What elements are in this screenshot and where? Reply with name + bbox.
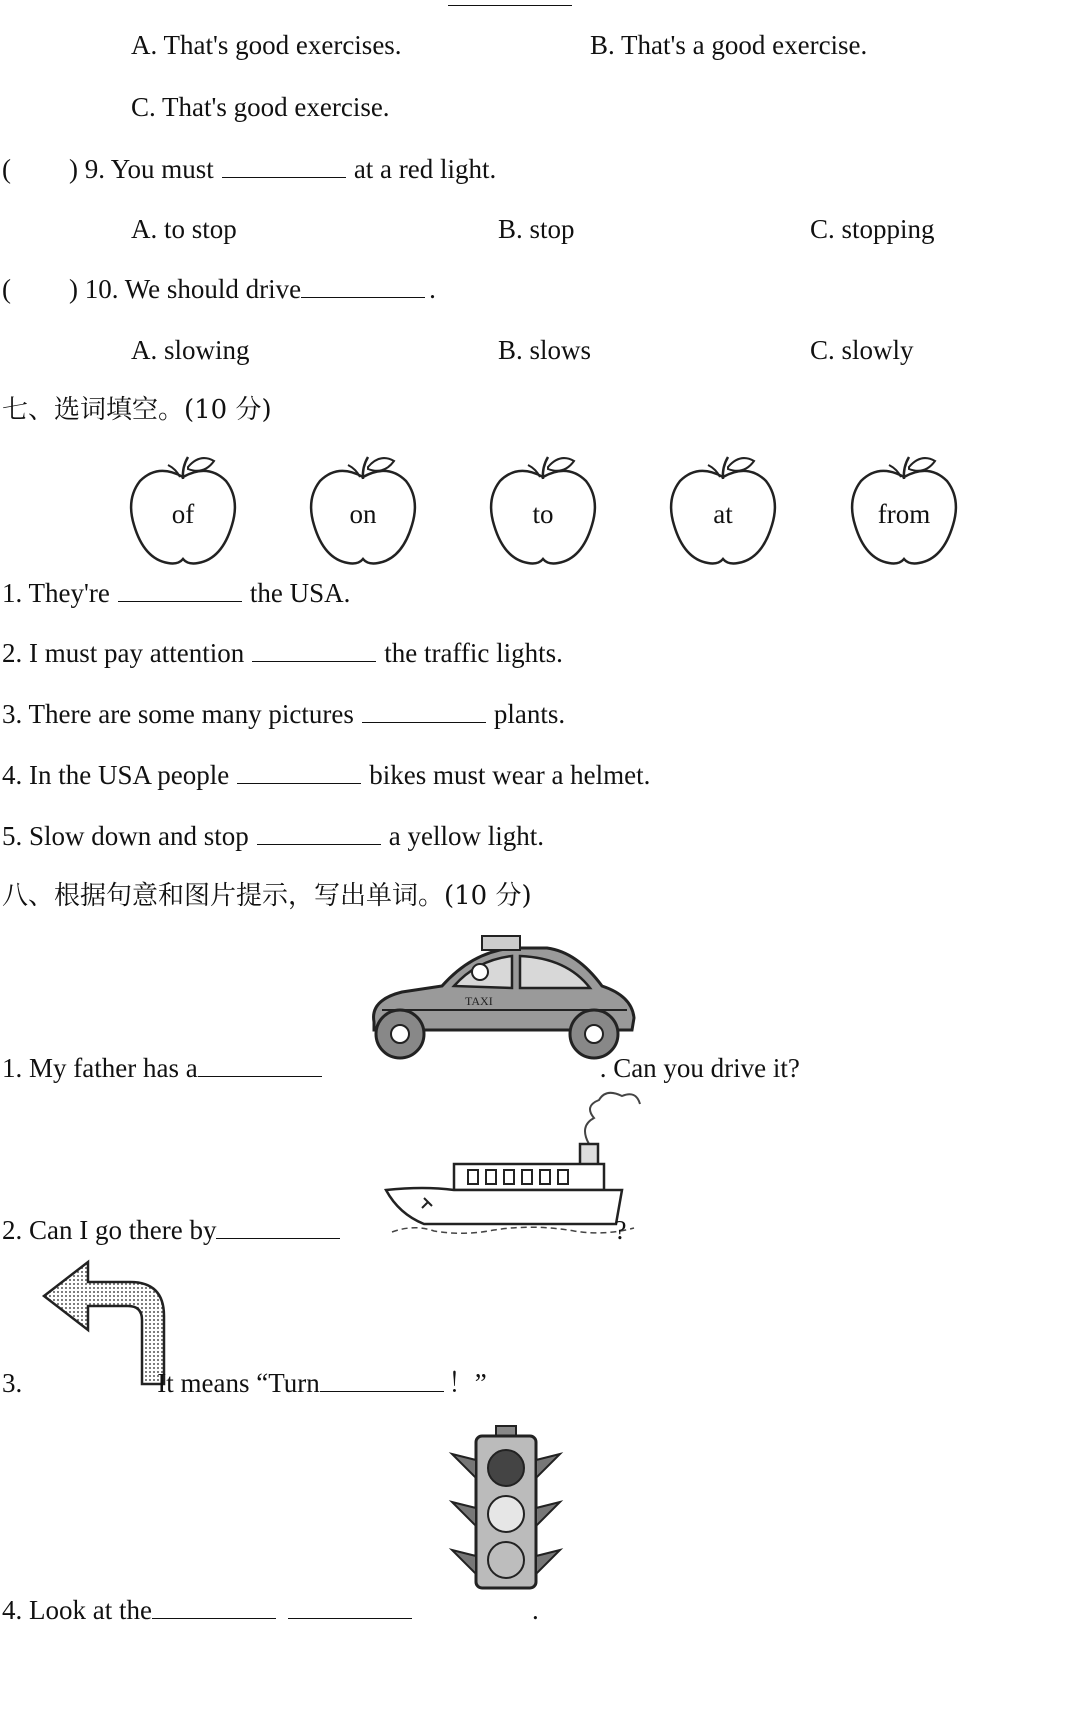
q9-option-b: B. stop [498,214,575,244]
word-apple [488,455,598,567]
q10-option-c: C. slowly [810,335,914,365]
traffic-light-picture [448,1424,564,1594]
q10-stem-before: We should drive [124,274,302,304]
traffic-light-icon [448,1424,564,1594]
taxi-sign-text: TAXI [465,994,493,1008]
item-3-after: plants. [493,699,566,729]
q9-stem-before: You must [110,154,214,184]
section7-item-2 [2,636,563,670]
ship-icon [384,1086,646,1234]
item-4-blank[interactable] [237,761,361,784]
word-bank-word: to [532,499,554,529]
item-2-before: 2. I must pay attention [2,638,245,668]
section7-item-4 [2,758,650,792]
q10-blank[interactable] [301,275,425,298]
q9-number: 9. [84,154,105,184]
q8-option-b: B. That's a good exercise. [590,30,868,60]
word-bank-word: of [171,499,195,529]
section8-title: 八、根据句意和图片提示，写出单词。(10 分) [2,881,532,911]
s8-item-3-before: It means “Turn [157,1368,320,1398]
s8-item-1-blank[interactable] [198,1054,322,1077]
cut-off-line [0,0,580,14]
taxi-picture [362,930,640,1062]
item-1-blank[interactable] [118,579,242,602]
q9-stem [2,152,496,186]
s8-item-3-blank[interactable] [320,1369,444,1392]
item-4-before: 4. In the USA people [2,760,230,790]
item-1-after: the USA. [249,578,351,608]
s8-item-4-after: . [531,1595,539,1625]
item-3-blank[interactable] [362,700,486,723]
item-3-before: 3. There are some many pictures [2,699,354,729]
word-apple [128,455,238,567]
q9-paren-close: ) [69,154,78,184]
section7-item-5 [2,819,544,853]
item-2-after: the traffic lights. [384,638,563,668]
s8-item-4-blank-1[interactable] [152,1596,276,1619]
q10-option-b: B. slows [498,335,592,365]
section8-item-1 [2,1051,800,1085]
section8-item-2 [2,1213,626,1247]
item-5-blank[interactable] [257,822,381,845]
word-apple [308,455,418,567]
word-bank-word: from [877,499,931,529]
item-4-after: bikes must wear a helmet. [369,760,651,790]
q10-paren-close: ) [69,274,78,304]
q10-number: 10. [84,274,119,304]
q8-option-a: A. That's good exercises. [131,30,402,60]
item-1-before: 1. They're [2,578,110,608]
section7-item-3 [2,697,565,731]
q9-stem-after: at a red light. [353,154,497,184]
s8-item-4-before: 4. Look at the [2,1595,152,1625]
section7-title: 七、选词填空。(10 分) [2,395,272,425]
word-bank-word: at [713,499,733,529]
s8-item-3-number: 3. [2,1368,23,1398]
ship-picture [384,1086,646,1234]
item-5-after: a yellow light. [388,821,544,851]
item-5-before: 5. Slow down and stop [2,821,249,851]
s8-item-3-after: ！” [447,1368,487,1398]
q10-stem-after: . [429,274,436,304]
section8-item-3 [2,1366,487,1400]
q9-option-a: A. to stop [131,214,237,244]
q10-option-a: A. slowing [131,335,250,365]
s8-item-4-blank-2[interactable] [288,1596,412,1619]
section8-item-4 [2,1593,539,1627]
section7-item-1 [2,576,350,610]
s8-item-1-before: 1. My father has a [2,1053,198,1083]
s8-item-2-after: ? [614,1215,627,1245]
q9-blank[interactable] [222,155,346,178]
word-apple [849,455,959,567]
q8-option-c: C. That's good exercise. [131,92,390,122]
s8-item-2-blank[interactable] [216,1216,340,1239]
s8-item-1-after: . Can you drive it? [599,1053,800,1083]
word-bank-word: on [349,499,377,529]
taxi-icon [362,930,640,1062]
s8-item-2-before: 2. Can I go there by [2,1215,217,1245]
q9-paren-open: ( [2,154,11,184]
word-apple [668,455,778,567]
q8-blank[interactable] [448,0,572,6]
q10-paren-open: ( [2,274,11,304]
q10-stem [2,272,436,306]
q9-option-c: C. stopping [810,214,935,244]
item-2-blank[interactable] [252,639,376,662]
